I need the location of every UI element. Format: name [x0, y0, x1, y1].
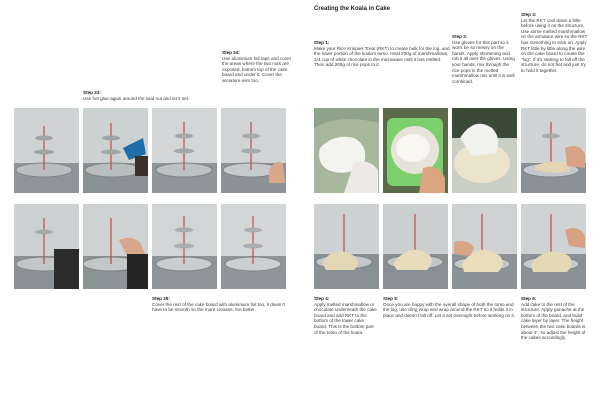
step-5-title: Step 5: — [383, 296, 399, 301]
step-1-body: Make your Rice Krispies Treat (RKT) to create bulk for the log, and the lower portion of the koala's torso. Heat 200g of marshmallows, 1/4 cup of white chocolate in the microwave until it has melted. Then add 200g of rice pops to it. — [314, 45, 450, 68]
step-5-text — [383, 296, 516, 318]
step-4-title: Step 4: — [314, 296, 330, 301]
step-25-photo-1 — [152, 204, 217, 289]
step-5-body: Once you are happy with the overall shape of both the torso and the log, use cling wrap and wrap around the RKT so it holds it in place and doesn't fall off. Let it set overnight before working on it. — [383, 301, 516, 318]
step-25-text — [152, 296, 292, 313]
step-23-text — [83, 90, 233, 101]
right-page — [300, 0, 600, 400]
step-6-photo-1 — [521, 204, 586, 289]
step-23-photo-3 — [152, 108, 217, 193]
step-2-photo-1 — [452, 108, 517, 193]
step-3-title: Step 3: — [521, 12, 537, 17]
step-3-text — [521, 12, 589, 74]
step-2-title: Step 2: — [452, 34, 468, 39]
step-3-photo-1 — [521, 108, 586, 193]
step-4-photo-2 — [383, 204, 448, 289]
step-2-body: Use gloves for this part so it won't be so messy on the hands. Apply shortening and rub it all over the gloves. Using your hands, mix through the rice pops in the melted marshmallow mix until it is well combined. — [452, 39, 515, 84]
step-24-text — [222, 50, 294, 84]
step-3-body: Let the RKT cool down a little before using it on the structure. Use some melted marshmallow on the armature wire so the RKT has something to stick on. Apply RKT little by little along the wire on the cake board to create the "log". If it's starting to fall off the structure, do not fret and just try to hold it together. — [521, 17, 588, 73]
step-2-text — [452, 34, 517, 84]
step-1-text — [314, 40, 450, 68]
step-25-body: Cover the rest of the cake board with aluminium foil too, it doesn't have to be smooth so the more creases, the better. — [152, 301, 285, 313]
step-23-photo-2 — [83, 108, 148, 193]
step-23-body: Use hot glue again around the said nut and let it set. — [83, 95, 190, 101]
step-4-body: Apply melted marshmallow or chocolate underneath the cake board and add RKT to the bottom of the lower cake board. This is the bottom part of the torso of the koala. — [314, 301, 377, 335]
step-1-photo-1 — [314, 108, 379, 193]
step-6-title: Step 6: — [521, 296, 537, 301]
step-24-photo-1 — [221, 108, 286, 193]
step-1-photo-2 — [383, 108, 448, 193]
step-25-title: Step 25: — [152, 296, 170, 301]
step-5-photo-1 — [452, 204, 517, 289]
step-1-title: Step 1: — [314, 40, 330, 45]
step-24-photo-3 — [83, 204, 148, 289]
step-4-text — [314, 296, 378, 335]
step-23-title: Step 23: — [83, 90, 101, 95]
step-4-photo-1 — [314, 204, 379, 289]
step-23-photo-1 — [14, 108, 79, 193]
step-6-text — [521, 296, 589, 341]
page-heading: Creating the Koala in Cake — [314, 6, 391, 12]
step-6-body: Add cake to the rest of the structure. Apply ganache at the bottom of the board, and build cake layer by layer. The height between the two cake boards is about 4", so adjust the height of the cakes accordingly. — [521, 301, 586, 341]
step-25-photo-2 — [221, 204, 286, 289]
step-24-photo-2 — [14, 204, 79, 289]
step-24-title: Step 24: — [222, 50, 240, 55]
step-24-body: Use aluminium foil tape and cover the areas where the two nuts are exposed, bottom top of the cake board and under it. Cover the armature wire too. — [222, 55, 292, 83]
